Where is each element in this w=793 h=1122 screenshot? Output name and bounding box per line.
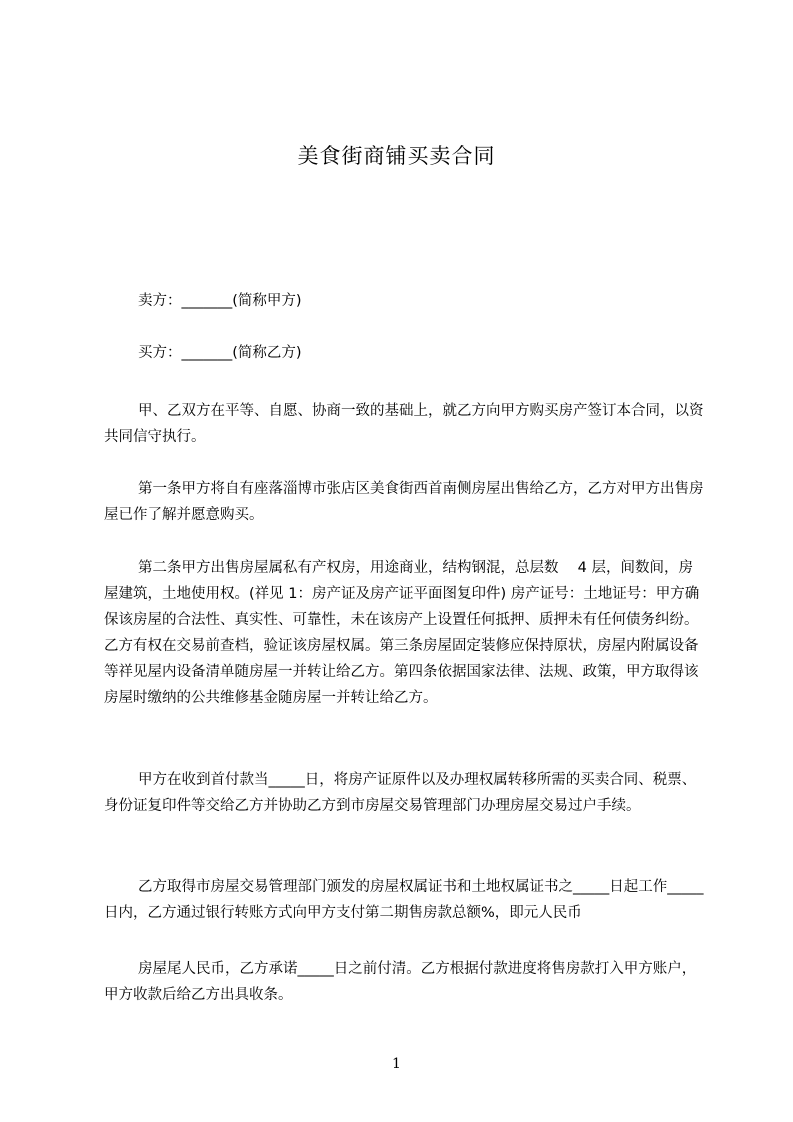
document-title: 美食街商铺买卖合同 [297,144,496,168]
final-payment-paragraph: 房屋尾人民币，乙方承诺_____日之前付清。乙方根据付款进度将售房款打入甲方账户，甲方收款后给乙方出具收条。 [104,961,697,1003]
second-payment-paragraph: 乙方取得市房屋交易管理部门颁发的房屋权属证书和土地权属证书之_____日起工作_____日内，乙方通过银行转账方式向甲方支付第二期售房款总额%，即元人民币 [104,879,704,921]
page-number: 1 [392,1056,401,1072]
buyer-line: 买方：_______(简称乙方) [138,345,302,361]
article-one-paragraph: 第一条甲方将自有座落淄博市张店区美食街西首南侧房屋出售给乙方，乙方对甲方出售房屋已作了解并愿意购买。 [104,481,704,523]
seller-line: 卖方：_______(简称甲方) [138,293,302,309]
preamble-paragraph: 甲、乙双方在平等、自愿、协商一致的基础上，就乙方向甲方购买房产签订本合同，以资共同信守执行。 [104,403,704,445]
article-two-paragraph: 第二条甲方出售房屋属私有产权房，用途商业，结构钢混，总层数 4 层，间数间，房屋建筑，土地使用权。(祥见 1：房产证及房产证平面图复印件) 房产证号：土地证号：甲方确保该房屋的合法性、真实性、可靠性，未在该房产上设置任何抵押、质押未有任何债务纠纷。乙方有权在交易前查档，验证该房屋权属。第三条房屋固定装修应保持原状，房屋内附属设备等祥见屋内设备清单随房屋一并转让给乙方。第四条依据国家法律、法规、政策，甲方取得该房屋时缴纳的公共维修基金随房屋一并转让给乙方。 [104,560,700,706]
first-payment-paragraph: 甲方在收到首付款当_____日，将房产证原件以及办理权属转移所需的买卖合同、税票、身份证复印件等交给乙方并协助乙方到市房屋交易管理部门办理房屋交易过户手续。 [104,772,697,814]
